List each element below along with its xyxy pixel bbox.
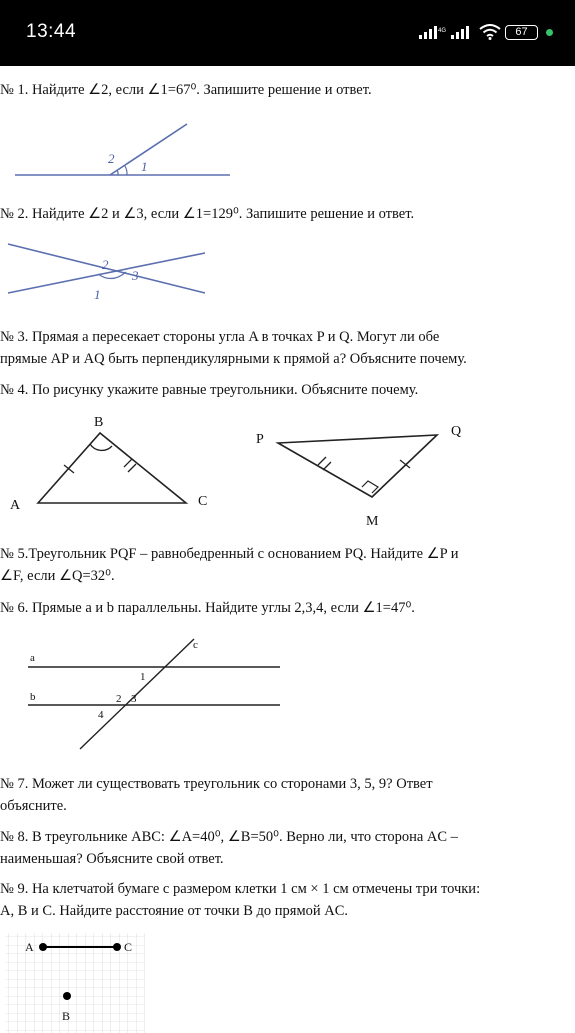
vertex-Q: Q <box>451 424 462 439</box>
line-c-label: c <box>193 639 198 651</box>
point-A: A <box>25 940 34 954</box>
problem-3: № 3. Прямая a пересекает стороны угла A в точках P и Q. Могут ли обе прямые AP и AQ быть перпендикулярными к прямой a? Объясните почему. <box>0 329 467 367</box>
point-C: C <box>124 940 133 954</box>
status-bar <box>0 0 575 50</box>
worksheet-page <box>0 66 575 1033</box>
problem-4: № 4. По рисунку укажите равные треугольники. Объясните почему. <box>0 382 419 398</box>
problem-5: № 5.Треугольник PQF – равнобедренный с основанием PQ. Найдите ∠P и ∠F, если ∠Q=32⁰. <box>0 546 459 584</box>
wifi-icon <box>479 24 501 40</box>
point-B: B <box>62 1009 71 1023</box>
line-a-label: a <box>30 652 35 664</box>
figure-1 <box>0 118 260 188</box>
problem-6: № 6. Прямые a и b параллельны. Найдите углы 2,3,4, если ∠1=47⁰. <box>0 600 415 616</box>
notification-dot-icon <box>546 29 553 36</box>
clock: 13:44 <box>26 21 77 42</box>
angle-3-label: 3 <box>131 693 137 705</box>
angle-2-label: 2 <box>108 151 115 166</box>
figure-6 <box>0 634 300 754</box>
battery-icon: 67 <box>505 25 538 40</box>
signal-icon <box>419 25 447 39</box>
problem-2: № 2. Найдите ∠2 и ∠3, если ∠1=129⁰. Запишите решение и ответ. <box>0 206 415 222</box>
vertex-P: P <box>256 432 264 447</box>
svg-text:4G: 4G <box>438 28 447 34</box>
vertex-B: B <box>94 415 104 430</box>
figure-9-grid <box>0 928 150 1033</box>
vertex-M: M <box>366 514 379 529</box>
signal-icon-2 <box>451 25 475 39</box>
figure-4 <box>0 411 520 531</box>
figure-2 <box>0 236 260 306</box>
problem-1: № 1. Найдите ∠2, если ∠1=67⁰. Запишите решение и ответ. <box>0 82 372 98</box>
vertex-A: A <box>10 498 21 513</box>
angle-1-label: 1 <box>140 671 146 683</box>
status-icons <box>419 22 553 42</box>
angle-3-label: 3 <box>132 268 139 283</box>
vertex-C: C <box>198 494 208 509</box>
angle-4-label: 4 <box>98 709 104 721</box>
angle-2-label: 2 <box>102 257 109 272</box>
angle-1-label: 1 <box>141 159 148 174</box>
angle-1-label: 1 <box>94 287 101 302</box>
problem-9: № 9. На клетчатой бумаге с размером клетки 1 см × 1 см отмечены три точки: A, B и C. Найдите расстояние от точки B до прямой AC. <box>0 881 481 919</box>
angle-2-label: 2 <box>116 693 122 705</box>
problem-8: № 8. В треугольнике ABC: ∠A=40⁰, ∠B=50⁰. Верно ли, что сторона AC – наименьшая? Объясните свой ответ. <box>0 829 458 867</box>
problem-7: № 7. Может ли существовать треугольник со сторонами 3, 5, 9? Ответ объясните. <box>0 776 433 814</box>
line-b-label: b <box>30 691 36 703</box>
